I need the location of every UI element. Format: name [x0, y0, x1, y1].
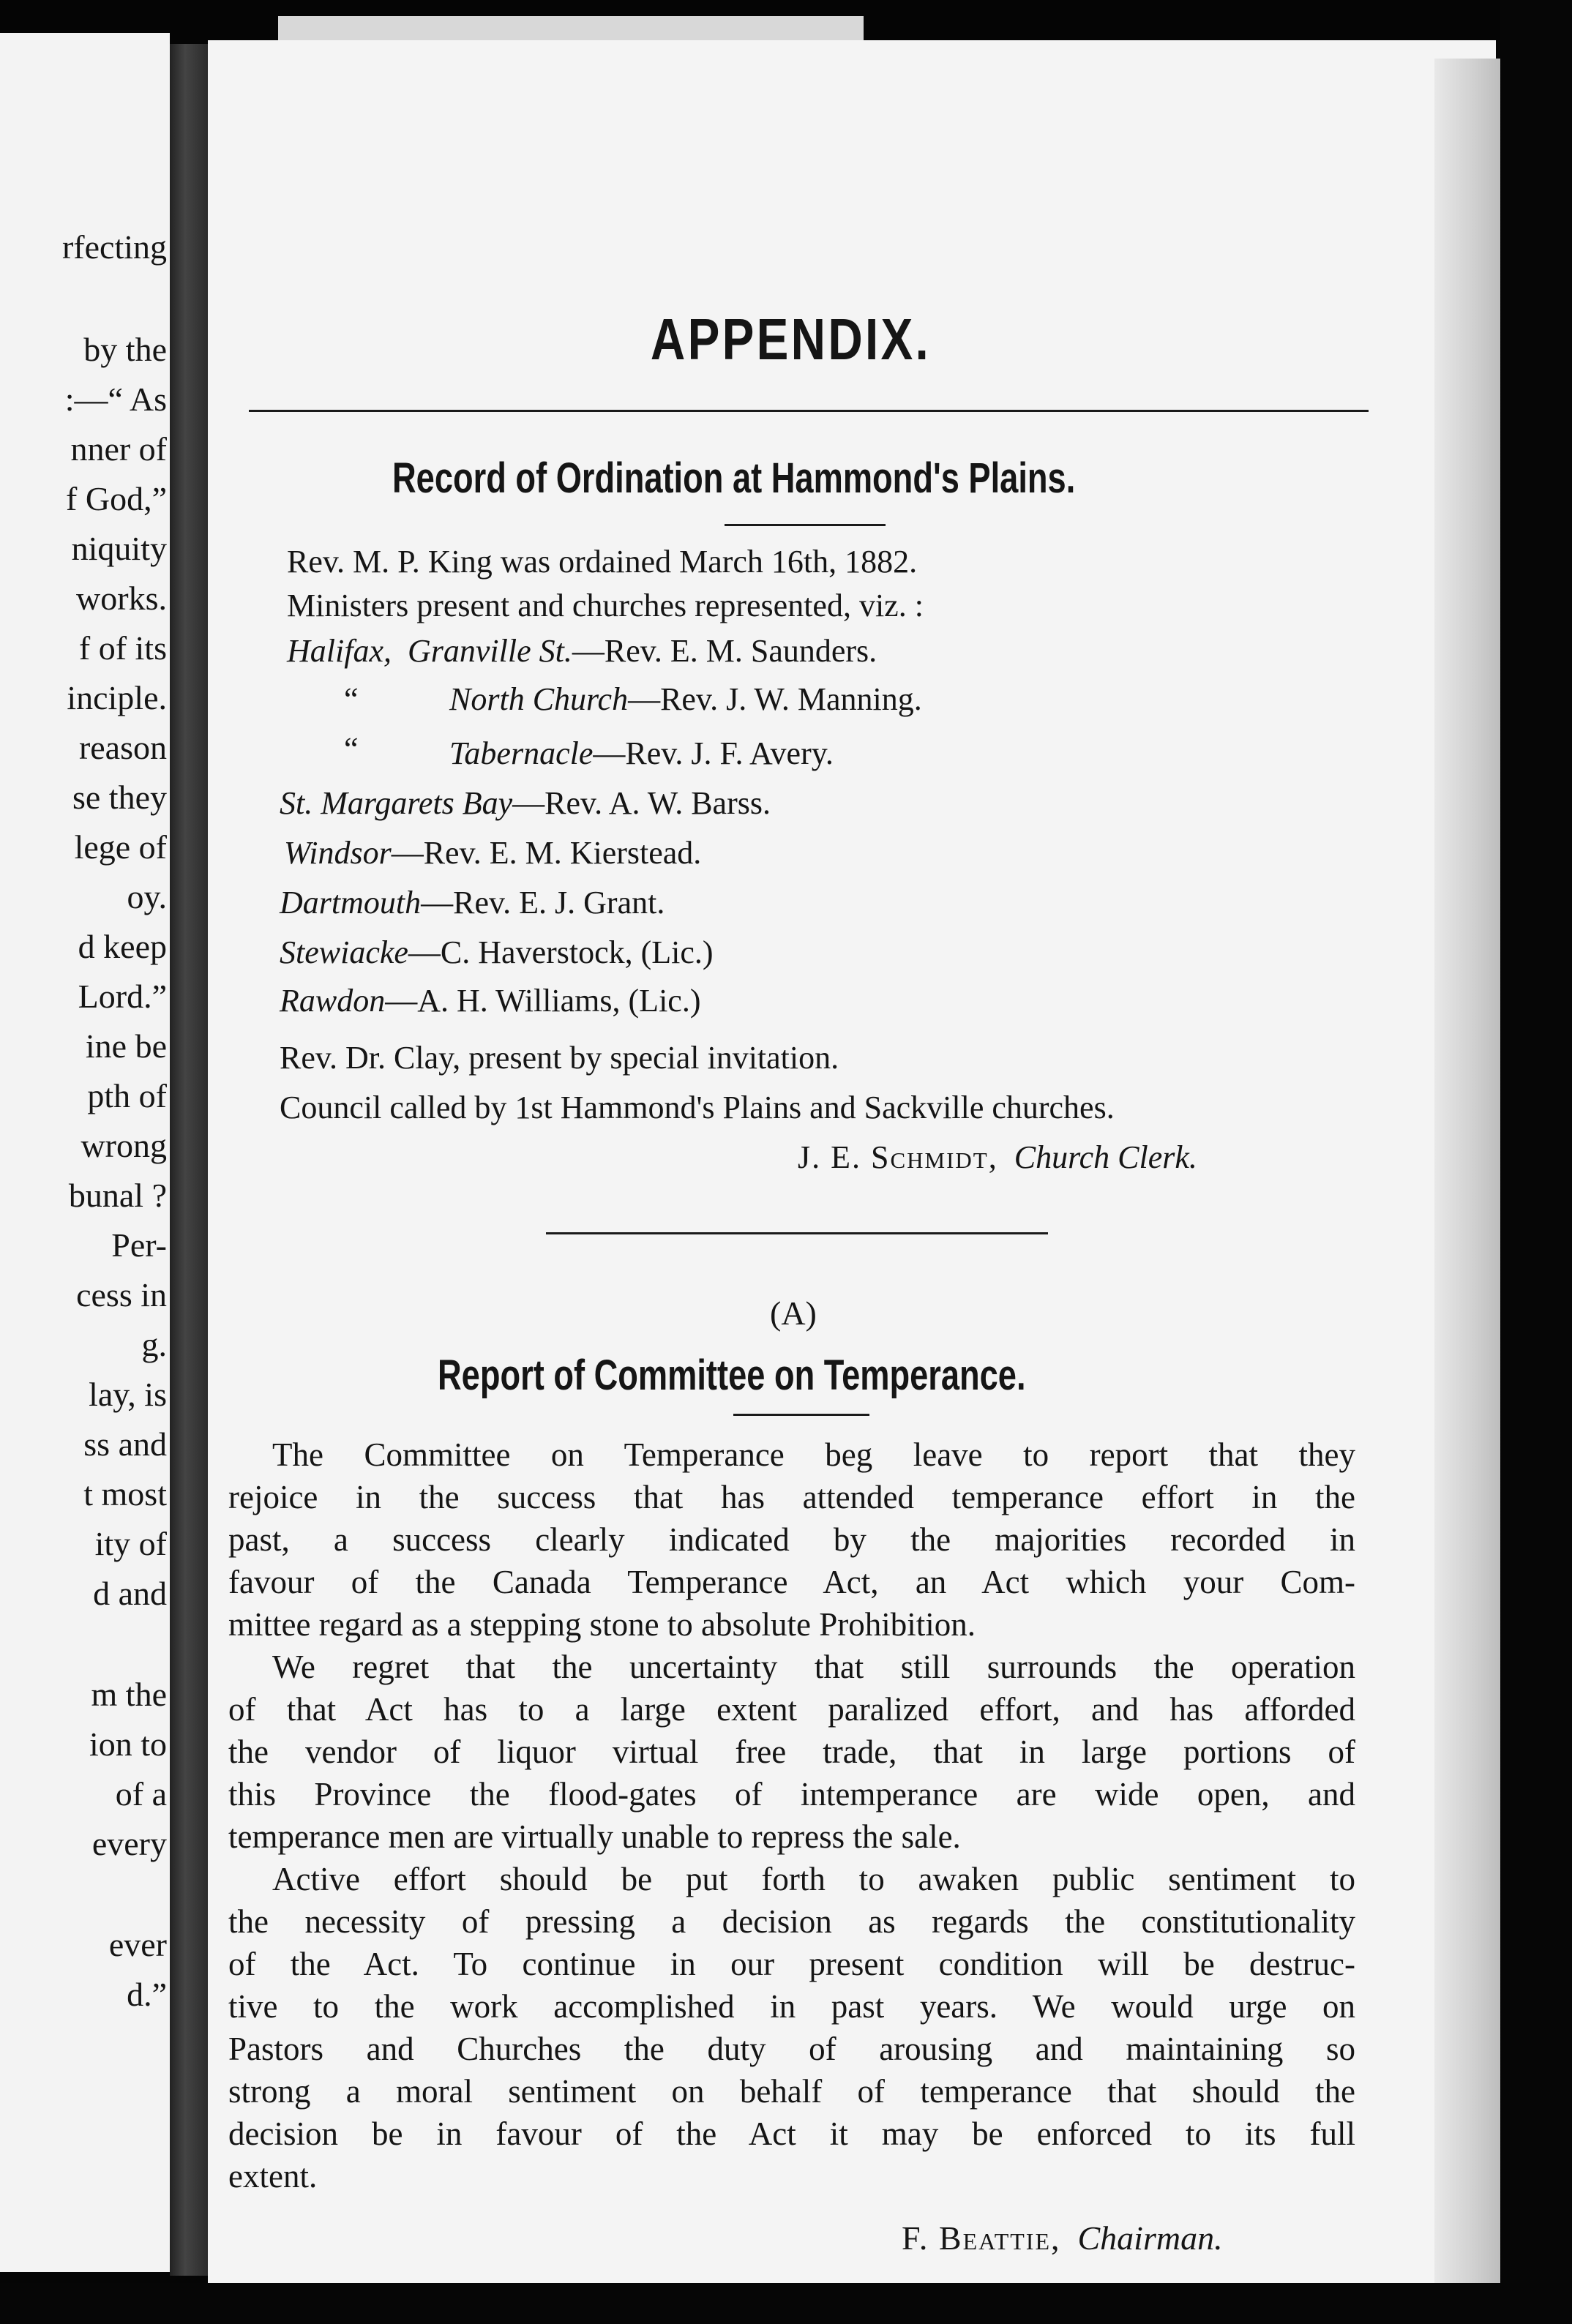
report-line: Active effort should be put forth to awaken public sentiment to: [272, 1861, 1355, 1897]
entry-church: Tabernacle: [449, 735, 594, 771]
left-page-fragment: se they: [72, 779, 167, 816]
left-page-fragment: d keep: [78, 928, 167, 965]
report-line: the necessity of pressing a decision as regards the constitutionality: [228, 1903, 1355, 1940]
entry-minister: —Rev. E. M. Kierstead.: [391, 835, 702, 871]
ordination-line: Ministers present and churches represented, viz. :: [287, 588, 924, 623]
left-page-fragment: f God,”: [66, 480, 167, 517]
scan-border-bottom: [0, 2283, 1572, 2324]
section-divider: [546, 1232, 1048, 1234]
report-line: past, a success clearly indicated by the majorities recorded in: [228, 1521, 1355, 1558]
entry-minister: —C. Haverstock, (Lic.): [408, 934, 714, 970]
left-page-fragment: d and: [93, 1575, 167, 1612]
ordination-entry: [280, 887, 665, 919]
church-clerk-signature: [798, 1139, 1197, 1175]
report-line: rejoice in the success that has attended temperance effort in the: [228, 1479, 1355, 1515]
clerk-name: J. E. Schmidt,: [798, 1139, 998, 1175]
report-line: this Province the flood-gates of intemperance are wide open, and: [228, 1776, 1355, 1813]
report-line: tive to the work accomplished in past years. We would urge on: [228, 1988, 1355, 2025]
left-page-fragment: nner of: [70, 430, 167, 468]
chairman-signature: [902, 2219, 1223, 2257]
left-page-fragment: inciple.: [67, 679, 167, 716]
entry-church: Granville St.: [407, 633, 572, 669]
special-invitation-line: Rev. Dr. Clay, present by special invitation.: [280, 1040, 839, 1076]
left-page-fragment: every: [91, 1825, 167, 1862]
left-page-fragment: by the: [83, 331, 167, 368]
entry-church: North Church: [449, 681, 629, 717]
entry-place: “: [344, 731, 359, 767]
entry-place: “: [344, 681, 359, 717]
entry-place: Windsor: [284, 835, 392, 871]
report-line: mittee regard as a stepping stone to absolute Prohibition.: [228, 1606, 976, 1643]
ordination-entry: [280, 985, 700, 1017]
entry-place: Rawdon: [280, 983, 386, 1019]
left-page-fragment: Lord.”: [78, 978, 167, 1015]
appendix-title: APPENDIX.: [650, 307, 932, 372]
chair-name: F. Beattie,: [902, 2219, 1061, 2257]
left-page-fragment: ever: [108, 1926, 167, 1963]
left-page-fragment: d.”: [127, 1976, 167, 2013]
ordination-entry: [280, 787, 771, 820]
entry-minister: —Rev. A. W. Barss.: [512, 785, 771, 821]
ordination-heading-rule: [725, 524, 886, 526]
report-line: Pastors and Churches the duty of arousing and maintaining so: [228, 2031, 1355, 2067]
entry-place: Dartmouth: [280, 885, 422, 921]
ordination-entry: [287, 635, 877, 667]
left-page-fragment: ss and: [83, 1425, 167, 1463]
report-line: We regret that the uncertainty that still surrounds the operation: [272, 1649, 1355, 1685]
chair-title: Chairman.: [1077, 2219, 1223, 2257]
left-page-fragment: :—“ As: [64, 381, 167, 418]
left-page-fragment: wrong: [81, 1127, 167, 1164]
entry-minister: —Rev. J. W. Manning.: [628, 681, 922, 717]
entry-place: St. Margarets Bay: [280, 785, 513, 821]
left-page-fragment: cess in: [76, 1276, 167, 1313]
section-label: (A): [770, 1294, 817, 1332]
ordination-entry: [280, 934, 714, 970]
entry-minister: —Rev. J. F. Avery.: [593, 735, 834, 771]
ordination-entry: [449, 683, 922, 716]
left-page-fragment: bunal ?: [68, 1177, 167, 1214]
left-page-fragment: reason: [78, 729, 167, 766]
page-edge: [1434, 59, 1500, 2283]
left-page-fragment: lege of: [74, 828, 167, 866]
left-page-fragment: ine be: [85, 1027, 167, 1065]
left-facing-page: [0, 33, 170, 2272]
report-line: strong a moral sentiment on behalf of temperance that should the: [228, 2073, 1355, 2110]
left-page-fragment: f of its: [78, 629, 167, 667]
clerk-title: Church Clerk.: [1014, 1139, 1197, 1175]
left-page-fragment: g.: [141, 1326, 167, 1363]
ordination-entry: [449, 735, 834, 771]
entry-place: Halifax,: [287, 633, 392, 669]
left-page-fragment: of a: [115, 1775, 167, 1813]
left-page-fragment: niquity: [71, 530, 167, 567]
temperance-heading: Report of Committee on Temperance.: [438, 1352, 1026, 1399]
report-line: of the Act. To continue in our present condition will be destruc-: [228, 1946, 1355, 1982]
report-line: favour of the Canada Temperance Act, an Act which your Com-: [228, 1564, 1355, 1600]
council-line: Council called by 1st Hammond's Plains and Sackville churches.: [280, 1090, 1115, 1125]
entry-minister: —Rev. E. M. Saunders.: [572, 633, 877, 669]
ordination-heading: Record of Ordination at Hammond's Plains.: [392, 454, 1076, 502]
left-page-fragment: works.: [76, 580, 167, 617]
title-rule: [249, 410, 1369, 412]
left-page-fragment: oy.: [127, 878, 167, 915]
report-line: decision be in favour of the Act it may be enforced to its full: [228, 2115, 1355, 2152]
left-page-fragment: t most: [83, 1475, 167, 1513]
left-page-fragment: pth of: [87, 1077, 167, 1114]
left-page-fragment: Per-: [111, 1226, 167, 1264]
report-line: temperance men are virtually unable to repress the sale.: [228, 1818, 961, 1855]
scan-border-right: [1500, 0, 1572, 2324]
report-line: the vendor of liquor virtual free trade, that in large portions of: [228, 1733, 1355, 1770]
left-page-fragment: lay, is: [89, 1376, 167, 1413]
ordination-line: Rev. M. P. King was ordained March 16th, 1882.: [287, 544, 918, 580]
book-gutter: [170, 44, 208, 2276]
entry-place: Stewiacke: [280, 934, 408, 970]
entry-minister: —A. H. Williams, (Lic.): [385, 983, 701, 1019]
temperance-heading-rule: [733, 1414, 869, 1416]
ordination-entry: [344, 733, 359, 765]
entry-minister: —Rev. E. J. Grant.: [421, 885, 665, 921]
left-page-fragment: ity of: [94, 1525, 167, 1562]
left-page-fragment: ion to: [89, 1725, 167, 1763]
left-page-fragment: m the: [91, 1676, 167, 1713]
report-line: extent.: [228, 2158, 318, 2194]
report-line: The Committee on Temperance beg leave to report that they: [272, 1436, 1355, 1473]
report-line: of that Act has to a large extent paralized effort, and has afforded: [228, 1691, 1355, 1728]
ordination-entry: [344, 683, 359, 716]
ordination-entry: [284, 837, 701, 869]
left-page-fragment: rfecting: [61, 228, 167, 266]
